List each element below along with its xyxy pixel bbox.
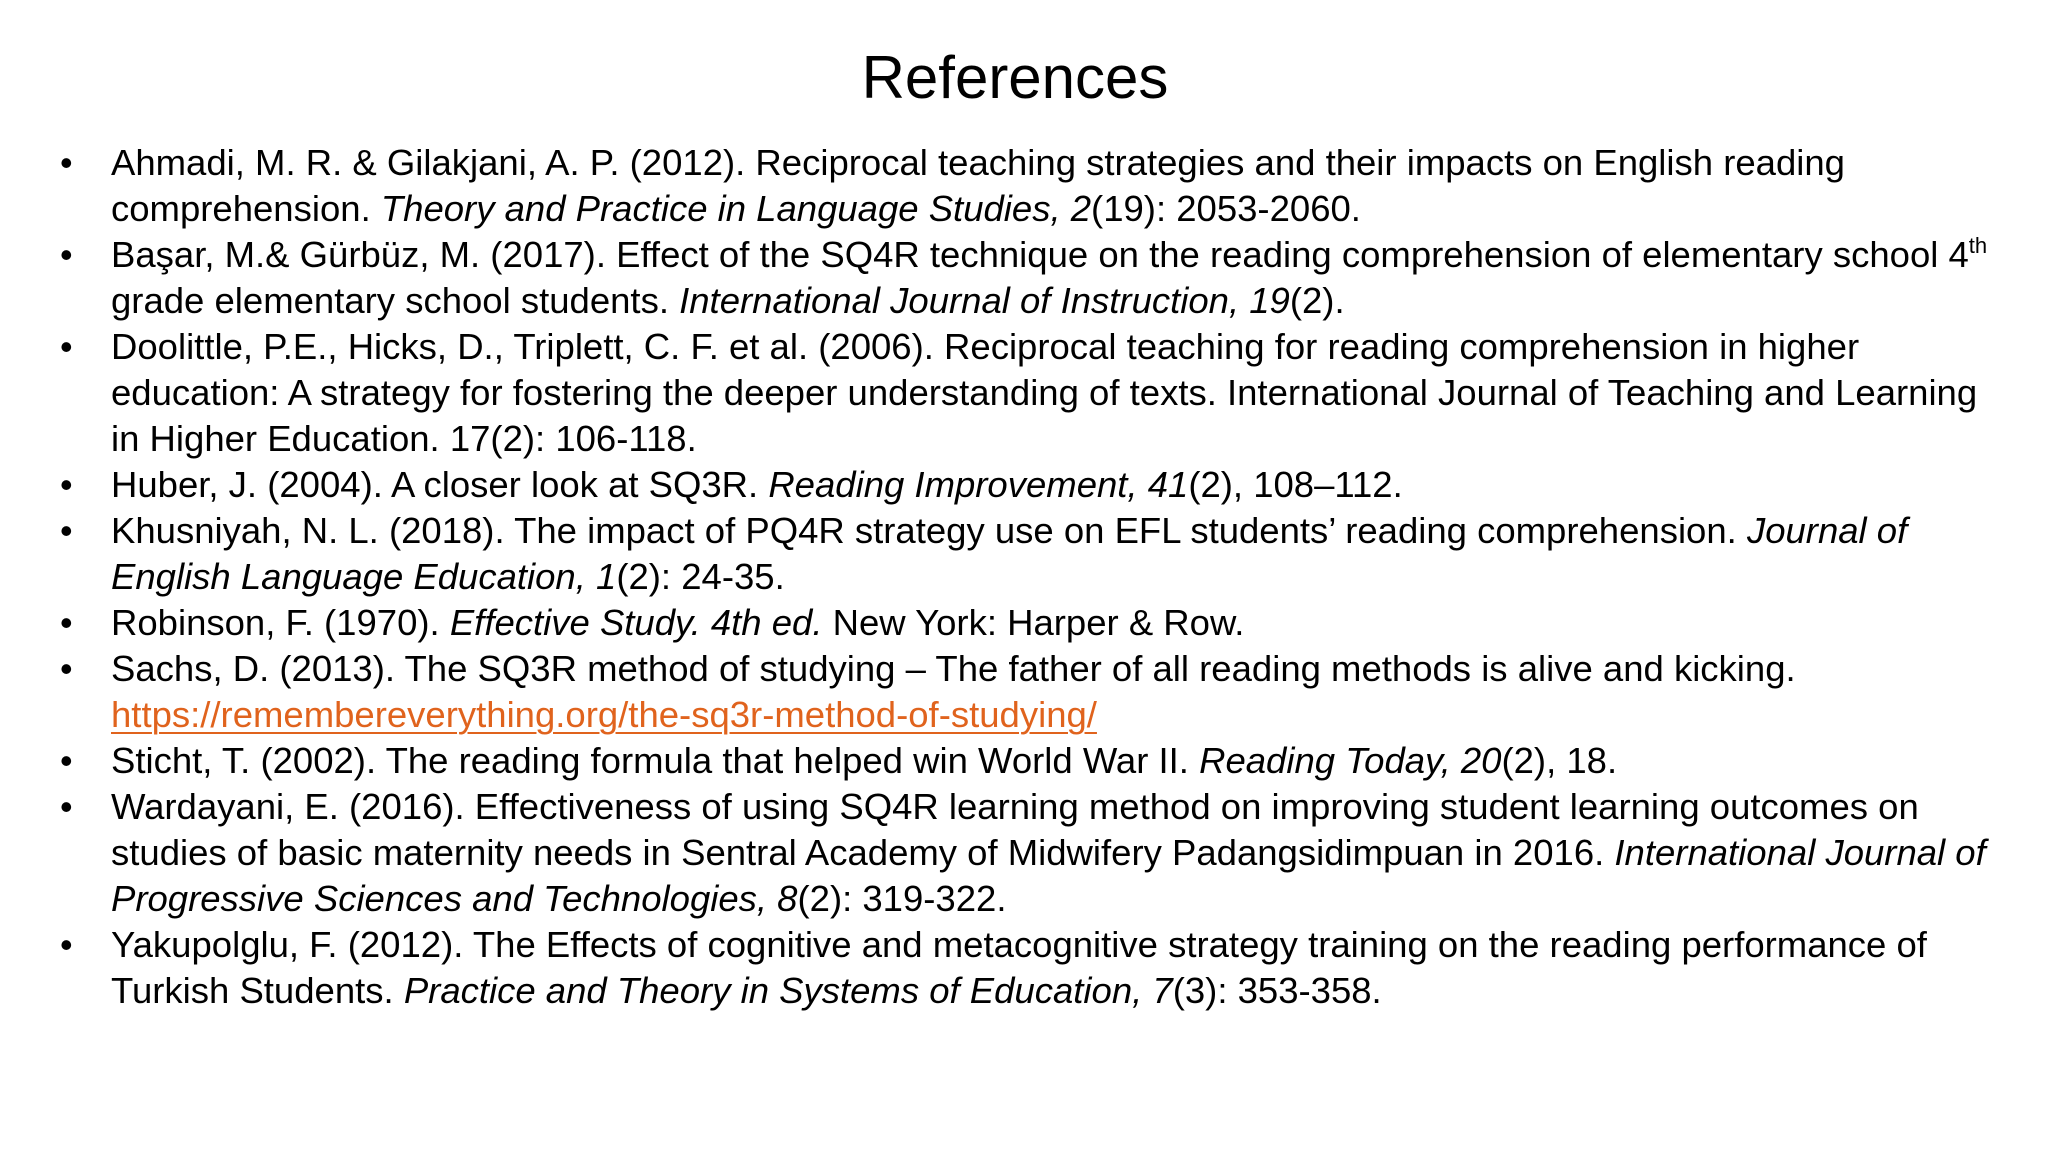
- reference-item-khusniyah: [60, 508, 2010, 600]
- bullet: •: [60, 740, 73, 781]
- reference-item-sticht: [60, 738, 2010, 784]
- reference-list: [60, 140, 2010, 1014]
- reference-item-huber: [60, 462, 2010, 508]
- bullet: •: [60, 786, 73, 827]
- reference-details: (2): 319-322.: [797, 878, 1007, 919]
- reference-text: Robinson, F. (1970).: [111, 602, 450, 643]
- ordinal-superscript: th: [1968, 233, 1988, 258]
- reference-text-continued: grade elementary school students.: [111, 280, 680, 321]
- reference-item-ahmadi: [60, 140, 2010, 232]
- reference-text: Huber, J. (2004). A closer look at SQ3R.: [111, 464, 769, 505]
- bullet: •: [60, 924, 73, 965]
- reference-details: (2): 24-35.: [616, 556, 785, 597]
- reference-details: (2), 18.: [1501, 740, 1618, 781]
- reference-item-wardayani: [60, 784, 2010, 922]
- reference-text: Sticht, T. (2002). The reading formula that helped win World War II.: [111, 740, 1200, 781]
- bullet: •: [60, 510, 73, 551]
- reference-item-yakupolglu: [60, 922, 2010, 1014]
- slide-title: References: [861, 44, 1169, 111]
- reference-source: Reading Today, 20: [1199, 740, 1502, 781]
- reference-source: Effective Study. 4th ed.: [449, 602, 823, 643]
- reference-source: Journal of English Language Education, 1: [111, 510, 1908, 597]
- bullet: •: [60, 648, 73, 689]
- reference-details: (3): 353-358.: [1172, 970, 1382, 1011]
- bullet: •: [60, 326, 73, 367]
- reference-details: (19): 2053-2060.: [1091, 188, 1361, 229]
- bullet: •: [60, 234, 73, 275]
- reference-source: International Journal of Instruction, 19: [679, 280, 1290, 321]
- reference-item-robinson: [60, 600, 2010, 646]
- reference-item-doolittle: [60, 324, 2010, 462]
- reference-item-sachs: [60, 646, 2010, 738]
- reference-text: Sachs, D. (2013). The SQ3R method of studying – The father of all reading methods is alive and kicking.: [111, 648, 1796, 689]
- reference-link[interactable]: https://remembereverything.org/the-sq3r-method-of-studying/: [111, 694, 1097, 735]
- reference-source: Practice and Theory in Systems of Education, 7: [403, 970, 1173, 1011]
- bullet: •: [60, 142, 73, 183]
- reference-text: Doolittle, P.E., Hicks, D., Triplett, C. F. et al. (2006). Reciprocal teaching for reading comprehension in higher education: A strategy for fostering the deeper understanding of texts. International Journal of Teaching and Learning in Higher Education. 17(2): 106-118.: [111, 326, 1978, 459]
- reference-source: Reading Improvement, 41: [768, 464, 1189, 505]
- reference-source: International Journal of Progressive Sciences and Technologies, 8: [111, 832, 1986, 919]
- reference-text: Başar, M.& Gürbüz, M. (2017). Effect of the SQ4R technique on the reading comprehension of elementary school 4: [111, 234, 1969, 275]
- reference-details: New York: Harper & Row.: [822, 602, 1245, 643]
- reference-details: (2).: [1289, 280, 1345, 321]
- reference-text: Khusniyah, N. L. (2018). The impact of PQ4R strategy use on EFL students’ reading comprehension.: [111, 510, 1747, 551]
- reference-source: Theory and Practice in Language Studies, 2: [380, 188, 1092, 229]
- bullet: •: [60, 602, 73, 643]
- reference-text: Yakupolglu, F. (2012). The Effects of cognitive and metacognitive strategy training on the reading performance of Turkish Students.: [111, 924, 1927, 1011]
- reference-text: Wardayani, E. (2016). Effectiveness of using SQ4R learning method on improving student learning outcomes on studies of basic maternity needs in Sentral Academy of Midwifery Padangsidimpuan in 2016.: [111, 786, 1919, 873]
- reference-text: Ahmadi, M. R. & Gilakjani, A. P. (2012). Reciprocal teaching strategies and their impacts on English reading comprehension.: [111, 142, 1845, 229]
- reference-details: (2), 108–112.: [1188, 464, 1403, 505]
- reference-item-basar: [60, 232, 2010, 324]
- bullet: •: [60, 464, 73, 505]
